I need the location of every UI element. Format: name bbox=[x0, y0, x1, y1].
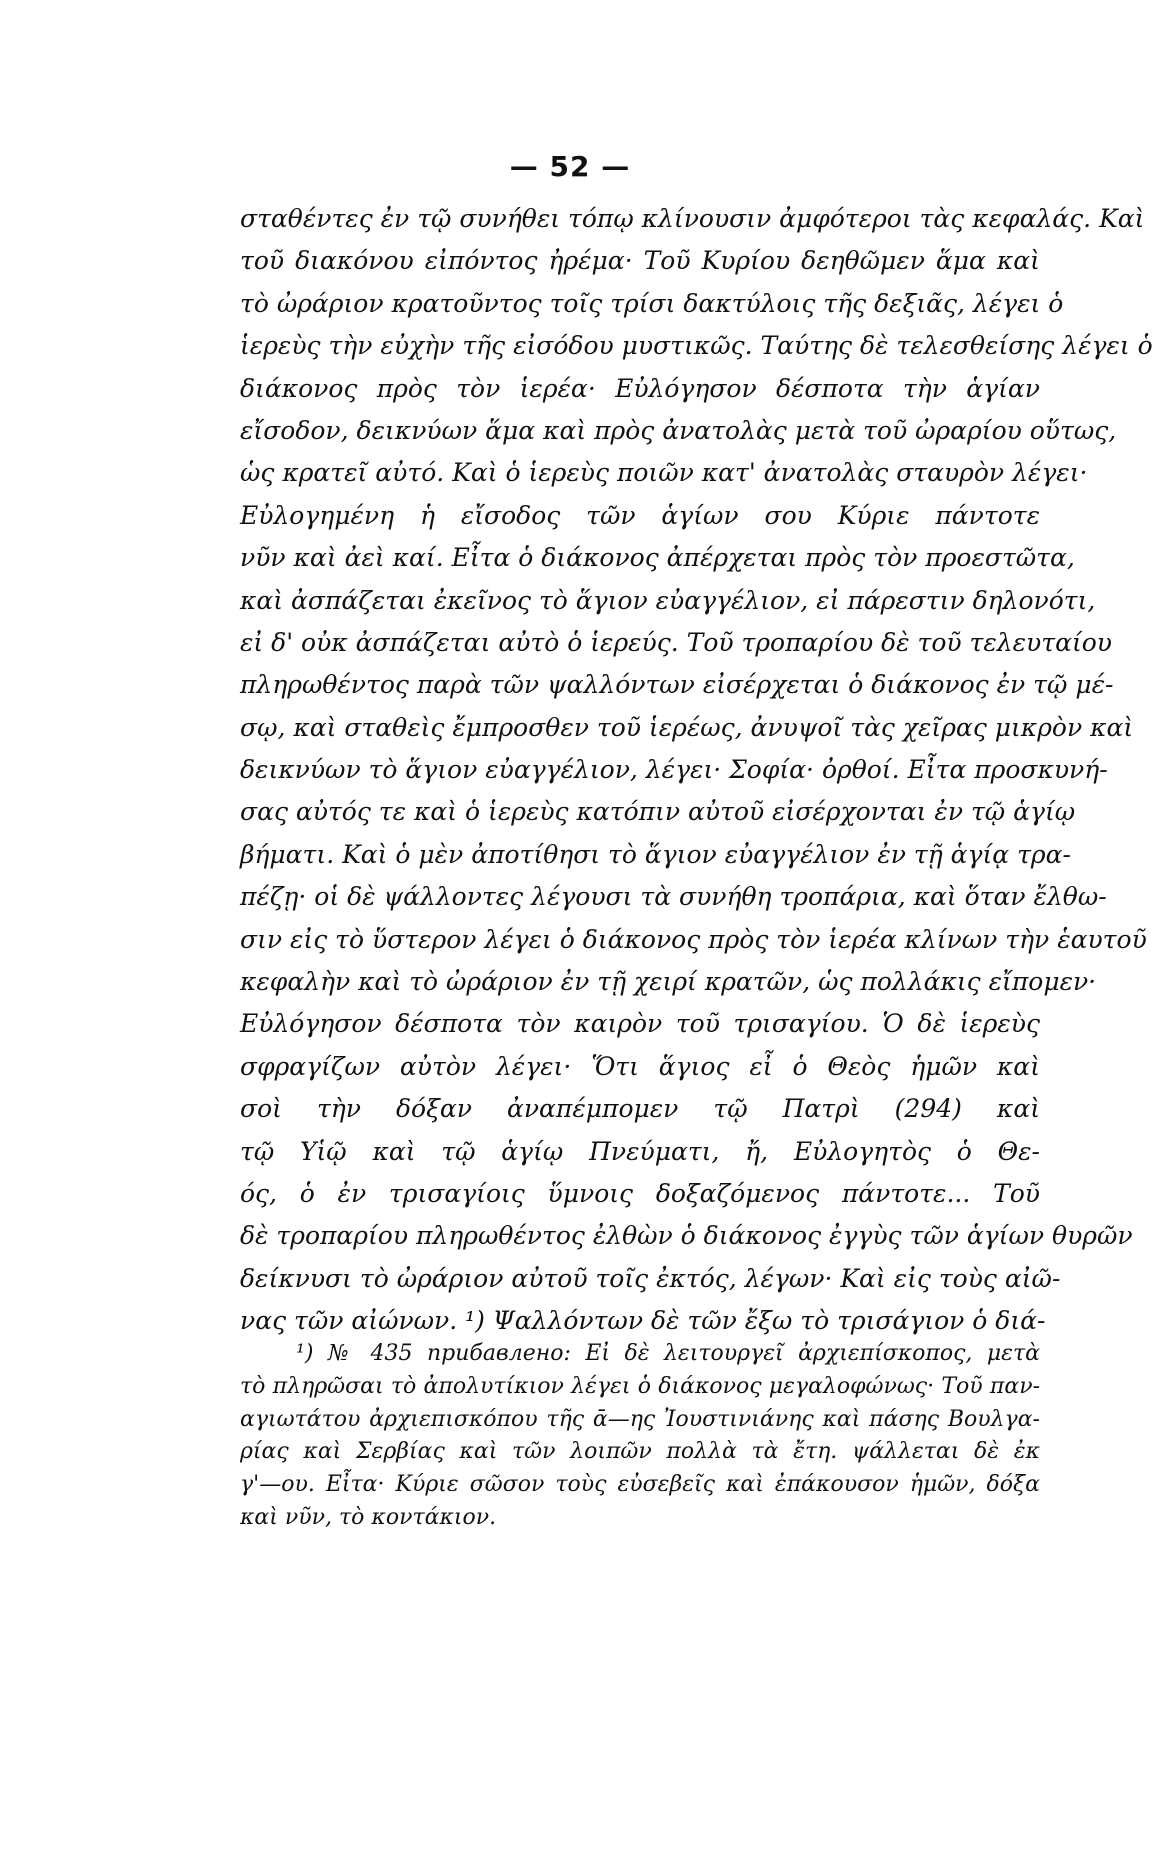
text-line: Εὐλογημένη ἡ εἴσοδος τῶν ἁγίων σου Κύριε πάντοτε bbox=[240, 500, 1040, 530]
footnote-line: τὸ πληρῶσαι τὸ ἀπολυτίκιον λέγει ὁ διάκονος μεγαλοφώνως· Τοῦ παν- bbox=[240, 1373, 1040, 1399]
text-line: δείκνυσι τὸ ὠράριον αὐτοῦ τοῖς ἐκτός, λέγων· Καὶ εἰς τοὺς αἰῶ- bbox=[240, 1263, 1061, 1293]
text-line: δὲ τροπαρίου πληρωθέντος ἐλθὼν ὁ διάκονος ἐγγὺς τῶν ἁγίων θυρῶν bbox=[240, 1221, 1133, 1251]
text-line: διάκονος πρὸς τὸν ἱερέα· Εὐλόγησον δέσποτα τὴν ἁγίαν bbox=[240, 373, 1040, 403]
footnote-line: ρίας καὶ Σερβίας καὶ τῶν λοιπῶν πολλὰ τὰ ἔτη. ψάλλεται δὲ ἐκ bbox=[240, 1439, 1040, 1465]
text-line: σας αὐτός τε καὶ ὁ ἱερεὺς κατόπιν αὐτοῦ εἰσέρχονται ἐν τῷ ἁγίῳ bbox=[240, 797, 1076, 827]
text-line: σταθέντες ἐν τῷ συνήθει τόπῳ κλίνουσιν ἀμφότεροι τὰς κεφαλάς. Καὶ bbox=[240, 204, 1145, 233]
main-text bbox=[240, 198, 1153, 1343]
text-line: εἴσοδον, δεικνύων ἅμα καὶ πρὸς ἀνατολὰς μετὰ τοῦ ὠραρίου οὕτως, bbox=[240, 415, 1117, 445]
text-line: νῦν καὶ ἀεὶ καί. Εἶτα ὁ διάκονος ἀπέρχεται πρὸς τὸν προεστῶτα, bbox=[240, 543, 1075, 573]
text-line: καὶ ἀσπάζεται ἐκεῖνος τὸ ἅγιον εὐαγγέλιον, εἰ πάρεστιν δηλονότι, bbox=[240, 585, 1096, 615]
text-line: σοὶ τὴν δόξαν ἀναπέμπομεν τῷ Πατρὶ (294) καὶ bbox=[240, 1094, 1040, 1124]
text-line: νας τῶν αἰώνων. ¹) Ψαλλόντων δὲ τῶν ἔξω τὸ τρισάγιον ὁ διά- bbox=[240, 1306, 1046, 1336]
footnote-line: καὶ νῦν, τὸ κοντάκιον. bbox=[240, 1504, 497, 1530]
footnote-line: ¹) № 435 прибавлено: Εἰ δὲ λειτουργεῖ ἀρχιεπίσκοπος, μετὰ bbox=[296, 1341, 1040, 1366]
text-line: ἱερεὺς τὴν εὐχὴν τῆς εἰσόδου μυστικῶς. Ταύτης δὲ τελεσθείσης λέγει ὁ bbox=[240, 331, 1153, 361]
text-line: τοῦ διακόνου εἰπόντος ἠρέμα· Τοῦ Κυρίου δεηθῶμεν ἅμα καὶ bbox=[240, 246, 1040, 276]
text-line: δεικνύων τὸ ἅγιον εὐαγγέλιον, λέγει· Σοφία· ὀρθοί. Εἶτα προσκυνή- bbox=[240, 755, 1108, 785]
text-line: σφραγίζων αὐτὸν λέγει· Ὅτι ἅγιος εἶ ὁ Θεὸς ἡμῶν καὶ bbox=[240, 1051, 1040, 1081]
footnote bbox=[240, 1338, 1040, 1535]
text-line: ὡς κρατεῖ αὐτό. Καὶ ὁ ἱερεὺς ποιῶν κατ' ἀνατολὰς σταυρὸν λέγει· bbox=[240, 458, 1088, 488]
text-line: πέζῃ· οἱ δὲ ψάλλοντες λέγουσι τὰ συνήθη τροπάρια, καὶ ὅταν ἔλθω- bbox=[240, 882, 1107, 912]
text-line: τὸ ὠράριον κρατοῦντος τοῖς τρίσι δακτύλοις τῆς δεξιᾶς, λέγει ὁ bbox=[240, 288, 1064, 318]
footnote-line: αγιωτάτου ἀρχιεπισκόπου τῆς ᾱ—ης Ἰουστινιάνης καὶ πάσης Βουλγα- bbox=[240, 1406, 1040, 1432]
text-line: εἰ δ' οὐκ ἀσπάζεται αὐτὸ ὁ ἱερεύς. Τοῦ τροπαρίου δὲ τοῦ τελευταίου bbox=[240, 627, 1113, 657]
text-line: Εὐλόγησον δέσποτα τὸν καιρὸν τοῦ τρισαγίου. Ὁ δὲ ἱερεὺς bbox=[240, 1009, 1040, 1039]
text-line: κεφαλὴν καὶ τὸ ὠράριον ἐν τῇ χειρί κρατῶν, ὡς πολλάκις εἴπομεν· bbox=[240, 967, 1097, 997]
text-line: βήματι. Καὶ ὁ μὲν ἀποτίθησι τὸ ἅγιον εὐαγγέλιον ἐν τῇ ἁγίᾳ τρα- bbox=[240, 839, 1071, 869]
text-line: σῳ, καὶ σταθεὶς ἔμπροσθεν τοῦ ἱερέως, ἀνυψοῖ τὰς χεῖρας μικρὸν καὶ bbox=[240, 712, 1134, 742]
page-number: — 52 — bbox=[509, 150, 631, 183]
text-line: πληρωθέντος παρὰ τῶν ψαλλόντων εἰσέρχεται ὁ διάκονος ἐν τῷ μέ- bbox=[240, 670, 1114, 700]
text-line: σιν εἰς τὸ ὕστερον λέγει ὁ διάκονος πρὸς τὸν ἱερέα κλίνων τὴν ἑαυτοῦ bbox=[240, 924, 1147, 954]
text-line: τῷ Υἱῷ καὶ τῷ ἁγίῳ Πνεύματι, ἤ, Εὐλογητὸς ὁ Θε- bbox=[240, 1136, 1040, 1166]
text-line: ός, ὁ ἐν τρισαγίοις ὕμνοις δοξαζόμενος πάντοτε... Τοῦ bbox=[240, 1178, 1040, 1208]
footnote-line: γ'—ου. Εἶτα· Κύριε σῶσον τοὺς εὐσεβεῖς καὶ ἐπάκουσον ἡμῶν, δόξα bbox=[240, 1472, 1040, 1498]
